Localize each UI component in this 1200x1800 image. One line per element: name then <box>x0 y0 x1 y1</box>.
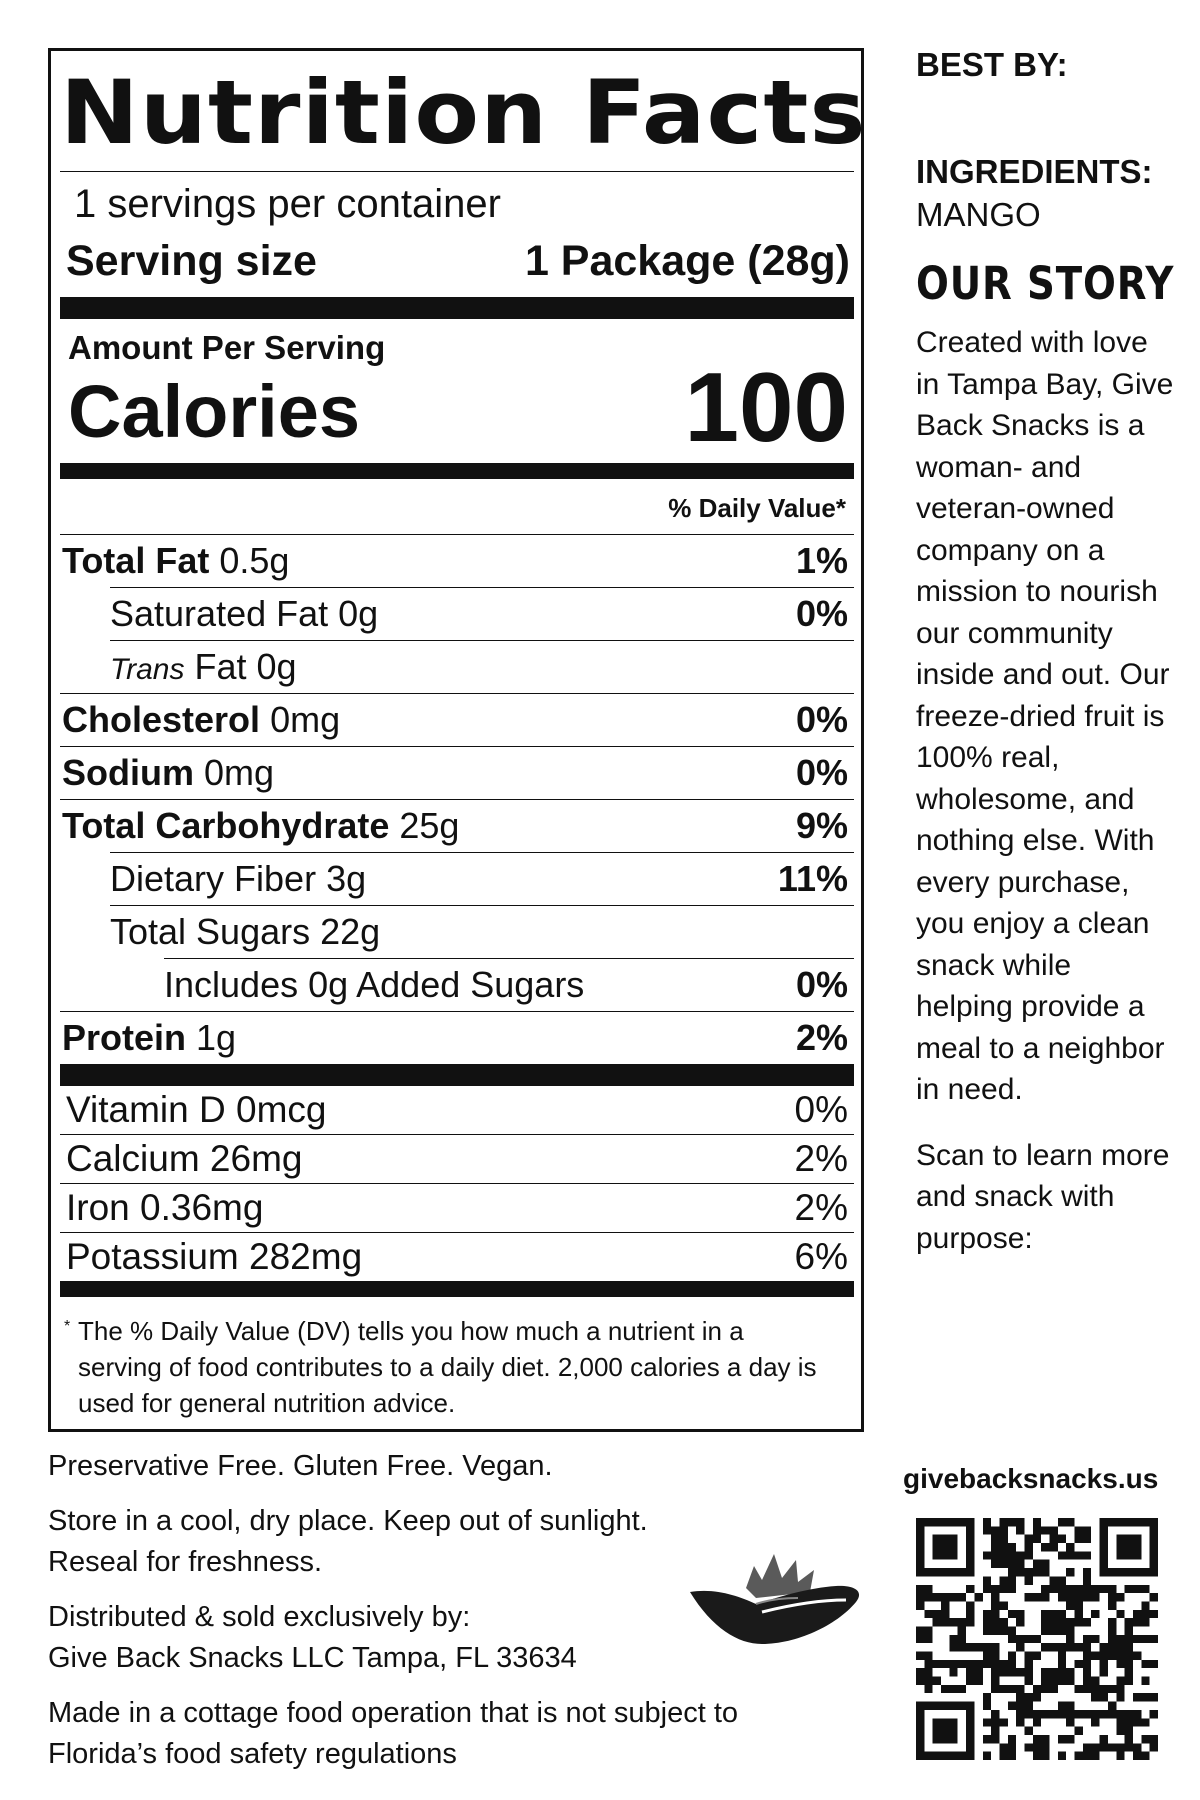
best-by-label: BEST BY: <box>916 46 1068 83</box>
calories-label: Calories <box>68 370 361 454</box>
nutrient-amount: 3g <box>326 858 367 900</box>
nutrient-name: Total Carbohydrate <box>62 805 390 847</box>
nutrient-name: Total Sugars <box>110 911 311 953</box>
thick-divider <box>60 1281 854 1297</box>
nutrient-row-sodium <box>60 746 854 799</box>
nutrient-row-total-fat <box>60 534 854 587</box>
vitamin-amount: 0.36mg <box>140 1187 264 1229</box>
vitamin-row-iron <box>60 1183 854 1232</box>
nutrient-amount: 22g <box>320 911 381 953</box>
nutrient-amount: 0.5g <box>219 540 290 582</box>
hand-logo-icon <box>686 1548 866 1648</box>
nutrient-amount: 0g <box>256 646 297 688</box>
vitamin-amount: 26mg <box>209 1138 303 1180</box>
vitamin-name: Potassium <box>66 1236 239 1278</box>
thick-divider <box>60 1064 854 1086</box>
nutrient-row-trans-fat <box>110 640 854 693</box>
vitamin-dv: 2% <box>794 1138 848 1180</box>
thick-divider <box>60 463 854 479</box>
vitamin-name: Iron <box>66 1187 130 1229</box>
nutrient-amount: 0g <box>338 593 379 635</box>
nutrient-row-cholesterol <box>60 693 854 746</box>
story-title: OUR STORY <box>916 257 1175 310</box>
vitamin-amount: 282mg <box>249 1236 363 1278</box>
vitamin-row-calcium <box>60 1134 854 1183</box>
storage-line-1: Store in a cool, dry place. Keep out of sunlight. <box>48 1505 648 1537</box>
nutrition-facts-panel <box>48 48 867 1432</box>
storage-line-2: Reseal for freshness. <box>48 1546 323 1578</box>
vitamin-name: Calcium <box>66 1138 200 1180</box>
serving-size-label: Serving size <box>66 237 317 285</box>
nutrient-amount: 25g <box>399 805 460 847</box>
nutrient-row-added-sugars <box>164 958 854 1011</box>
qr-code-icon <box>916 1518 1158 1760</box>
vitamin-dv: 0% <box>794 1089 848 1131</box>
cottage-line-2: Florida’s food safety regulations <box>48 1738 457 1770</box>
calories-row <box>60 352 854 463</box>
cottage-line-1: Made in a cottage food operation that is not subject to <box>48 1697 739 1729</box>
panel-title: Nutrition Facts <box>60 61 867 164</box>
nutrient-dv: 0% <box>795 593 848 635</box>
distributed-line-1: Distributed & sold exclusively by: <box>48 1601 471 1633</box>
nutrient-name: Saturated Fat <box>110 593 329 635</box>
nutrient-name: Dietary Fiber <box>110 858 317 900</box>
nutrient-dv: 0% <box>795 752 848 794</box>
nutrient-amount: 0mg <box>270 699 341 741</box>
ingredients-label: INGREDIENTS: <box>916 153 1153 190</box>
claims-text: Preservative Free. Gluten Free. Vegan. <box>48 1450 553 1482</box>
vitamin-row-vitamin-d <box>60 1086 854 1134</box>
nutrient-name: Trans <box>110 653 185 687</box>
serving-size-value: 1 Package (28g) <box>524 237 850 285</box>
footnote-star: * <box>64 1318 71 1336</box>
vitamin-name: Vitamin D <box>66 1089 226 1131</box>
distributed-line-2: Give Back Snacks LLC Tampa, FL 33634 <box>48 1642 577 1674</box>
daily-value-header: % Daily Value* <box>668 493 846 524</box>
nutrient-name: Includes 0g Added Sugars <box>164 964 585 1006</box>
nutrient-row-protein <box>60 1011 854 1064</box>
calories-value: 100 <box>684 352 848 462</box>
story-text: Created with love in Tampa Bay, Give Back Snacks is a woman- and veteran-owned company on a mission to nourish our community inside and out. Our freeze-dried fruit is 100% real, wholesome, and nothing else. With every purchase, you enjoy a clean snack while helping provide a meal to a neighbor in need. <box>916 326 1174 1106</box>
vitamin-amount: 0mcg <box>236 1089 327 1131</box>
nutrient-name: Sodium <box>62 752 194 794</box>
footnote <box>60 1297 854 1421</box>
nutrient-dv: 1% <box>795 540 848 582</box>
nutrient-name: Protein <box>62 1017 187 1059</box>
right-column <box>916 40 1186 1259</box>
serving-size-row <box>60 232 854 297</box>
nutrient-row-total-carbohydrate <box>60 799 854 852</box>
nutrient-row-dietary-fiber <box>110 852 854 905</box>
website-url: givebacksnacks.us <box>903 1463 1159 1494</box>
package-info <box>48 1446 748 1789</box>
nutrient-row-saturated-fat <box>110 587 854 640</box>
nutrient-name: Total Fat <box>62 540 210 582</box>
thick-divider <box>60 297 854 319</box>
nutrient-name-rest: Fat <box>194 646 247 688</box>
scan-text: Scan to learn more and snack with purpose: <box>916 1138 1170 1255</box>
nutrient-dv: 9% <box>795 805 848 847</box>
servings-per-container: 1 servings per container <box>74 182 501 226</box>
nutrient-row-total-sugars <box>110 905 854 958</box>
vitamin-dv: 2% <box>794 1187 848 1229</box>
nutrient-amount: 0mg <box>204 752 275 794</box>
ingredients-value: MANGO <box>916 196 1041 233</box>
vitamin-row-potassium <box>60 1232 854 1281</box>
nutrient-name: Cholesterol <box>62 699 261 741</box>
nutrient-dv: 0% <box>795 964 848 1006</box>
nutrient-dv: 0% <box>795 699 848 741</box>
amount-per-serving: Amount Per Serving <box>68 329 386 366</box>
nutrient-dv: 11% <box>777 858 848 900</box>
nutrient-dv: 2% <box>795 1017 848 1059</box>
vitamin-dv: 6% <box>794 1236 848 1278</box>
nutrient-amount: 1g <box>196 1017 237 1059</box>
footnote-text: The % Daily Value (DV) tells you how much a nutrient in a serving of food contributes to a daily diet. 2,000 calories a day is used for general nutrition advice. <box>78 1316 817 1419</box>
